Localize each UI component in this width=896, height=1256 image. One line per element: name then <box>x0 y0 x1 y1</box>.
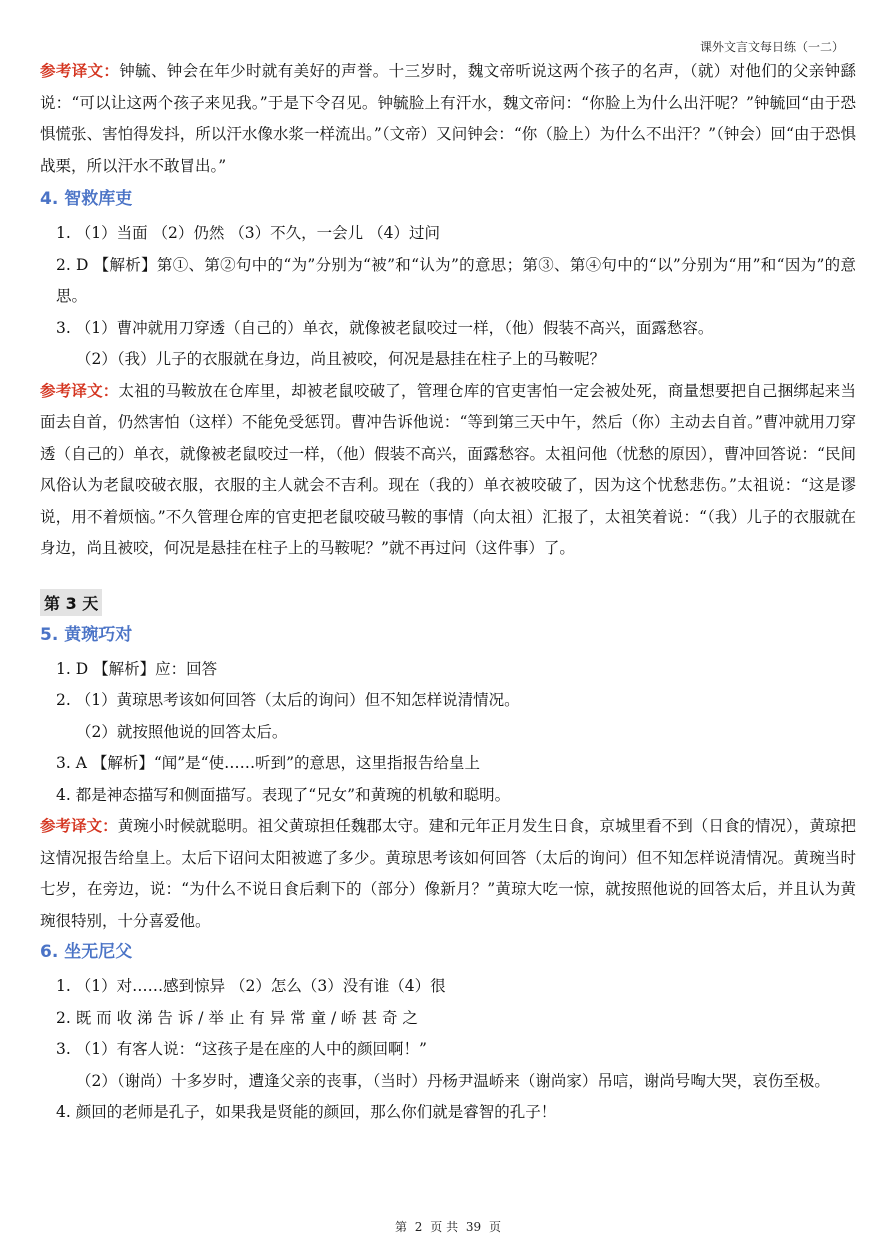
answer-6-3: 3. （1）有客人说：“这孩子是在座的人中的颜回啊！” <box>56 1040 427 1058</box>
answer-6-4: 4. 颜回的老师是孔子，如果我是贤能的颜回，那么你们就是睿智的孔子！ <box>56 1103 557 1121</box>
answer-5-4: 4. 都是神态描写和侧面描写。表现了“兄女”和黄琬的机敏和聪明。 <box>56 785 511 804</box>
translation-text: 黄琬小时候就聪明。祖父黄琼担任魏郡太守。建和元年正月发生日食，京城里看不到（日食的情况），黄琼把这情况报告给皇上。太后下诏问太阳被遮了多少。黄琼思考该如何回答（太后的询问）但不知怎样说清情况。黄琬当时七岁，在旁边，说：“为什么不说日食后剩下的（部分）像新月？”黄琼大吃一惊，就按照他说的回答太后，并且认为黄琬很特别，十分喜爱他。 <box>40 817 856 930</box>
translation-section-4 <box>40 376 856 565</box>
total-pages: 39 <box>465 1220 482 1234</box>
answer-6-2: 2. 既 而 收 涕 告 诉 / 举 止 有 异 常 童 / 峤 甚 奇 之 <box>56 1008 418 1027</box>
answer-4-1: 1. （1）当面 （2）仍然 （3）不久，一会儿 （4）过问 <box>56 224 440 242</box>
section-title-6: 6. 坐无尼父 <box>40 942 133 962</box>
answer-6-1: 1. （1）对……感到惊异 （2）怎么（3）没有谁（4）很 <box>56 977 446 995</box>
answer-5-3: 3. A 【解析】“闻”是“使……听到”的意思，这里指报告给皇上 <box>56 754 481 772</box>
footer-mid: 页 共 <box>430 1220 459 1234</box>
footer-suffix: 页 <box>489 1220 502 1234</box>
section-title-5: 5. 黄琬巧对 <box>40 624 133 645</box>
reference-translation-label: 参考译文： <box>40 817 118 835</box>
translation-zhong-brothers <box>40 56 856 182</box>
translation-text: 太祖的马鞍放在仓库里，却被老鼠咬破了，管理仓库的官吏害怕一定会被处死，商量想要把自己捆绑起来当面去自首，仍然害怕（这样）不能免受惩罚。曹冲告诉他说：“等到第三天中午，然后（你）主动去自首。”曹冲就用刀穿透（自己的）单衣，就像被老鼠咬过一样，（他）假装不高兴，面露愁容。太祖问他（忧愁的原因），曹冲回答说：“民间风俗认为老鼠咬破衣服，衣服的主人就会不吉利。现在（我的）单衣被咬破了，因为这个忧愁悲伤。”太祖说：“这是谬说，用不着烦恼。”不久管理仓库的官吏把老鼠咬破马鞍的事情（向太祖）汇报了，太祖笑着说：“（我）儿子的衣服就在身边，尚且被咬，何况是悬挂在柱子上的马鞍呢？”就不再过问（这件事）了。 <box>40 381 856 557</box>
answer-4-3: 3. （1）曹冲就用刀穿透（自己的）单衣，就像被老鼠咬过一样，（他）假装不高兴，面露愁容。 <box>56 318 714 337</box>
reference-translation-label: 参考译文： <box>40 62 120 80</box>
running-header: 课外文言文每日练（一二） <box>699 40 844 54</box>
page-footer <box>0 1218 896 1235</box>
section-title-4: 4. 智救库吏 <box>40 189 133 209</box>
answer-4-2: 2. D 【解析】第①、第②句中的“为”分别为“被”和“认为”的意思；第③、第④句中的“以”分别为“用”和“因为”的意思。 <box>56 255 856 305</box>
translation-text: 钟毓、钟会在年少时就有美好的声誉。十三岁时，魏文帝听说这两个孩子的名声，（就）对他们的父亲钟繇说：“可以让这两个孩子来见我。”于是下令召见。钟毓脸上有汗水，魏文帝问：“你脸上为什么出汗呢？”钟毓回“由于恐惧慌张、害怕得发抖，所以汗水像水浆一样流出。”（文帝）又问钟会：“你（脸上）为什么不出汗？”（钟会）回“由于恐惧战栗，所以汗水不敢冒出。” <box>40 62 856 175</box>
day-heading: 第 3 天 <box>40 589 102 616</box>
answer-6-3-2: （2）（谢尚）十多岁时，遭逢父亲的丧事，（当时）丹杨尹温峤来（谢尚家）吊唁，谢尚号啕大哭，哀伤至极。 <box>76 1071 830 1090</box>
answer-4-3-2: （2）（我）儿子的衣服就在身边，尚且被咬，何况是悬挂在柱子上的马鞍呢？ <box>76 350 606 368</box>
answer-5-2: 2. （1）黄琼思考该如何回答（太后的询问）但不知怎样说清情况。 <box>56 691 520 709</box>
translation-section-5 <box>40 811 856 937</box>
answer-5-1: 1. D 【解析】应：回答 <box>56 659 218 678</box>
content-body <box>40 56 856 1129</box>
page-number: 2 <box>414 1220 423 1234</box>
footer-prefix: 第 <box>394 1220 407 1234</box>
reference-translation-label: 参考译文： <box>40 381 119 400</box>
answer-5-2-2: （2）就按照他说的回答太后。 <box>76 722 288 741</box>
